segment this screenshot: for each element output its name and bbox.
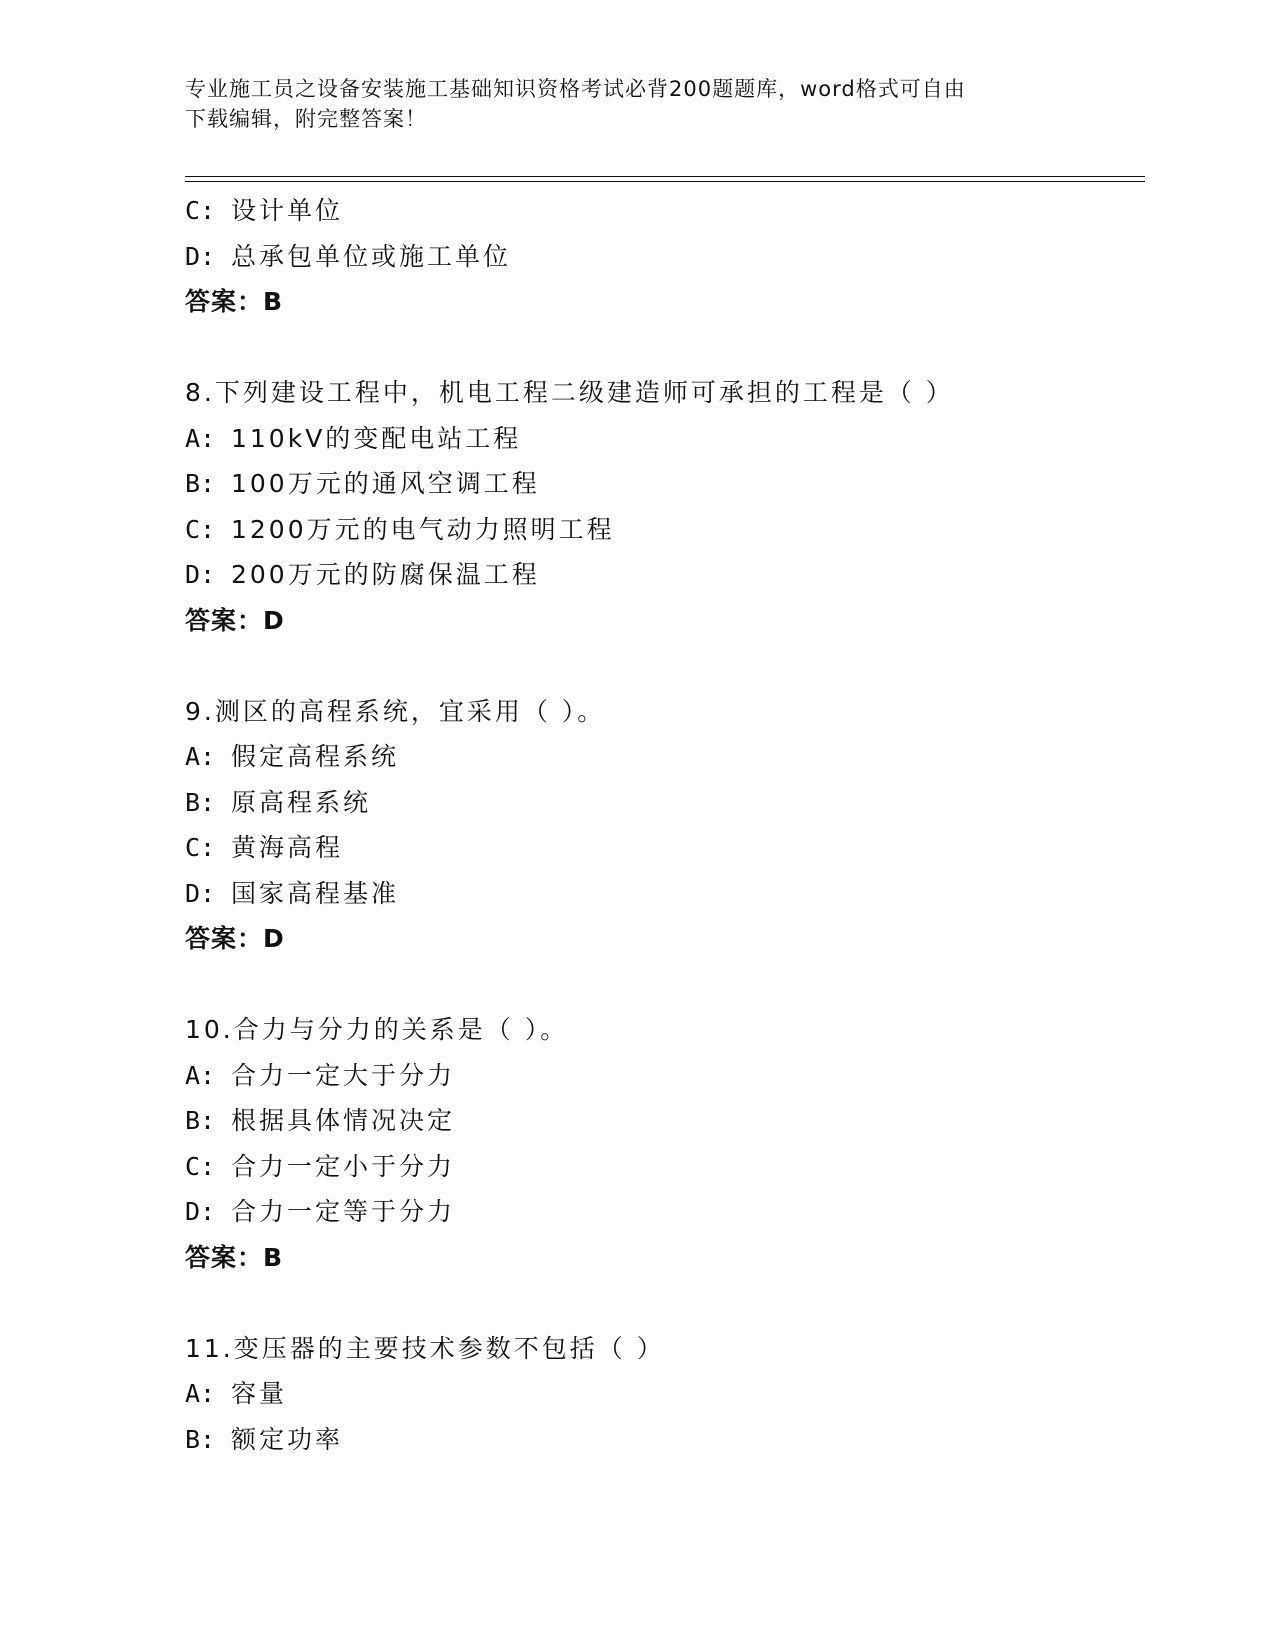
option-letter: A: xyxy=(185,423,216,453)
option-letter: D: xyxy=(185,878,216,908)
option-c xyxy=(185,1144,1145,1190)
option-letter: A: xyxy=(185,1379,216,1408)
option-b xyxy=(185,1098,1145,1144)
question-stem: 8.下列建设工程中，机电工程二级建造师可承担的工程是（ ） xyxy=(185,378,954,407)
question-stem: 11.变压器的主要技术参数不包括（ ） xyxy=(185,1333,665,1363)
option-letter: C: xyxy=(185,514,216,544)
option-d xyxy=(185,1189,1145,1235)
option-a xyxy=(185,1371,1145,1417)
option-a xyxy=(185,734,1145,780)
option-letter: D: xyxy=(185,241,216,271)
answer-line: 答案：B xyxy=(185,1242,284,1272)
option-text: 1200万元的电气动力照明工程 xyxy=(231,514,615,544)
header-divider-top xyxy=(185,176,1145,177)
option-letter: D: xyxy=(185,560,216,589)
option-d xyxy=(185,871,1145,917)
option-b xyxy=(185,1417,1145,1463)
question-stem: 10.合力与分力的关系是（ ）。 xyxy=(185,1015,569,1044)
option-text: 合力一定大于分力 xyxy=(231,1060,456,1090)
question-fragment xyxy=(185,188,1145,325)
question-11 xyxy=(185,1326,1145,1463)
answer-line: 答案：D xyxy=(185,605,285,635)
answer-line: 答案：D xyxy=(185,924,285,953)
option-text: 合力一定等于分力 xyxy=(231,1197,456,1226)
question-8 xyxy=(185,370,1145,643)
question-9 xyxy=(185,689,1145,962)
option-text: 合力一定小于分力 xyxy=(231,1151,456,1181)
option-text: 容量 xyxy=(231,1379,288,1408)
option-letter: A: xyxy=(185,1060,216,1090)
option-a xyxy=(185,1053,1145,1099)
option-c xyxy=(185,507,1145,553)
option-text: 200万元的防腐保温工程 xyxy=(231,560,540,589)
spacer xyxy=(185,643,1145,689)
option-text: 设计单位 xyxy=(231,196,344,225)
spacer xyxy=(185,1280,1145,1326)
option-text: 额定功率 xyxy=(231,1424,344,1454)
document-header xyxy=(185,74,1085,134)
option-letter: B: xyxy=(185,469,216,498)
option-b xyxy=(185,461,1145,507)
option-text: 总承包单位或施工单位 xyxy=(231,241,512,271)
option-c xyxy=(185,188,1145,234)
header-title-line-1: 专业施工员之设备安装施工基础知识资格考试必背200题题库，word格式可自由 xyxy=(185,77,966,101)
option-a xyxy=(185,416,1145,462)
option-letter: B: xyxy=(185,1106,216,1135)
header-title-line-2: 下载编辑，附完整答案！ xyxy=(185,107,427,131)
option-b xyxy=(185,780,1145,826)
question-stem: 9.测区的高程系统，宜采用（ ）。 xyxy=(185,696,606,726)
option-d xyxy=(185,234,1145,280)
option-text: 原高程系统 xyxy=(231,787,372,817)
option-letter: D: xyxy=(185,1197,216,1226)
spacer xyxy=(185,962,1145,1008)
question-list xyxy=(185,188,1145,1462)
option-letter: C: xyxy=(185,833,216,862)
header-divider-bottom xyxy=(185,181,1145,182)
option-text: 国家高程基准 xyxy=(231,878,400,908)
answer-line: 答案：B xyxy=(185,287,284,316)
option-letter: B: xyxy=(185,787,216,817)
option-text: 100万元的通风空调工程 xyxy=(231,469,540,498)
option-text: 假定高程系统 xyxy=(231,742,400,771)
option-d xyxy=(185,552,1145,598)
option-text: 根据具体情况决定 xyxy=(231,1106,456,1135)
spacer xyxy=(185,325,1145,371)
option-text: 黄海高程 xyxy=(231,833,344,862)
option-letter: A: xyxy=(185,742,216,771)
question-10 xyxy=(185,1007,1145,1280)
option-letter: C: xyxy=(185,1151,216,1181)
option-c xyxy=(185,825,1145,871)
option-letter: C: xyxy=(185,196,216,225)
option-letter: B: xyxy=(185,1424,216,1454)
option-text: 110kV的变配电站工程 xyxy=(231,423,522,453)
